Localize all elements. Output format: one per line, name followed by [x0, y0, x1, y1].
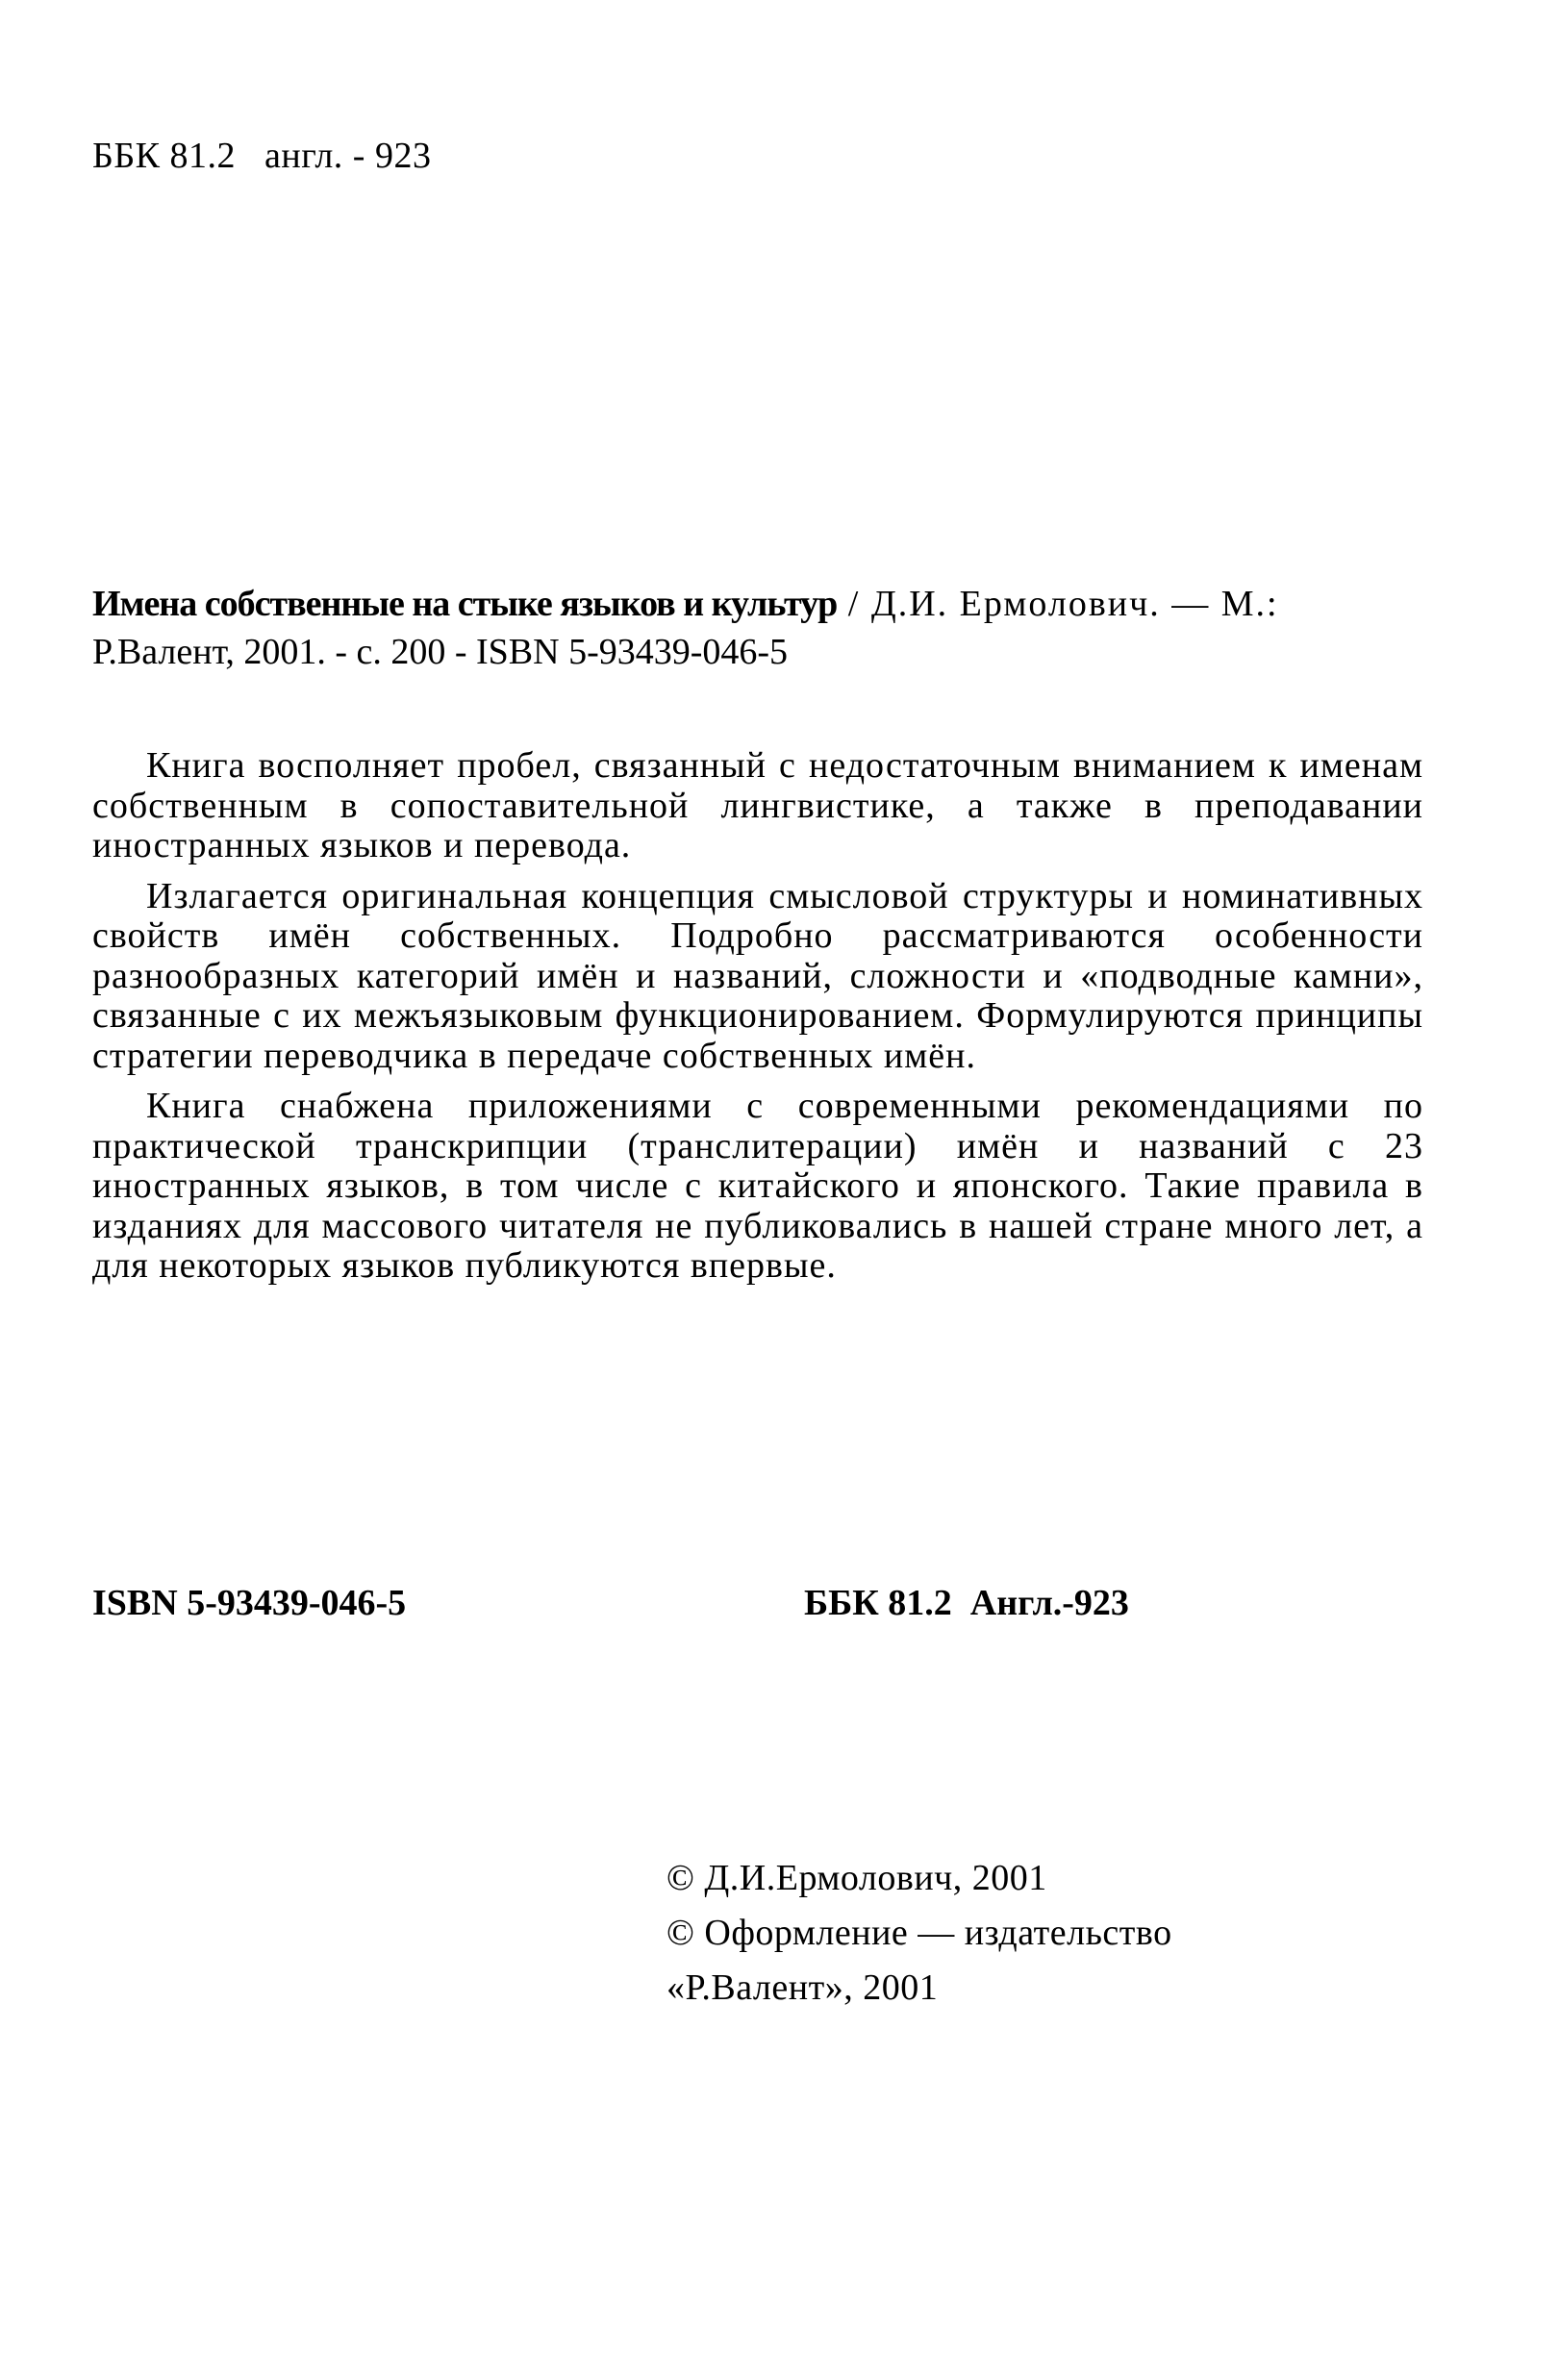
author-and-place: / Д.И. Ермолович. — М.: [837, 584, 1279, 624]
book-title: Имена собственные на стыке языков и культур [92, 584, 838, 624]
bbk-footer: ББК 81.2 Англ.-923 [804, 1583, 1129, 1623]
copyright-block [666, 1851, 1172, 2016]
abstract-paragraph-3: Книга снабжена приложениями с современными рекомендациями по практической транскрипции (транслитерации) имён и названий с 23 иностранных языков, в том числе с китайского и японского. Такие правила в изданиях для массового читателя не публиковались в нашей стране много лет, а для некоторых языков публикуются впервые. [92, 1086, 1423, 1286]
publication-details: Р.Валент, 2001. - с. 200 - ISBN 5-93439-046-5 [92, 632, 789, 672]
bibliographic-citation [92, 580, 1439, 676]
abstract-paragraph-2: Излагается оригинальная концепция смысловой структуры и номинативных свойств имён собственных. Подробно рассматриваются особенности разнообразных категорий имён и названий, сложности и «подводные камни», связанные с их межъязыковым функционированием. Формулируются принципы стратегии переводчика в передаче собственных имён. [92, 875, 1423, 1076]
copyright-design: © Оформление — издательство [666, 1913, 1172, 1953]
bbk-classification-header: ББК 81.2 англ. - 923 [92, 136, 432, 176]
isbn-footer: ISBN 5-93439-046-5 [92, 1583, 407, 1623]
copyright-publisher: «Р.Валент», 2001 [666, 1967, 939, 2008]
copyright-author: © Д.И.Ермолович, 2001 [666, 1858, 1047, 1898]
abstract [92, 746, 1423, 1297]
abstract-paragraph-1: Книга восполняет пробел, связанный с недостаточным вниманием к именам собственным в сопоставительной лингвистике, а также в преподавании иностранных языков и перевода. [92, 745, 1423, 865]
